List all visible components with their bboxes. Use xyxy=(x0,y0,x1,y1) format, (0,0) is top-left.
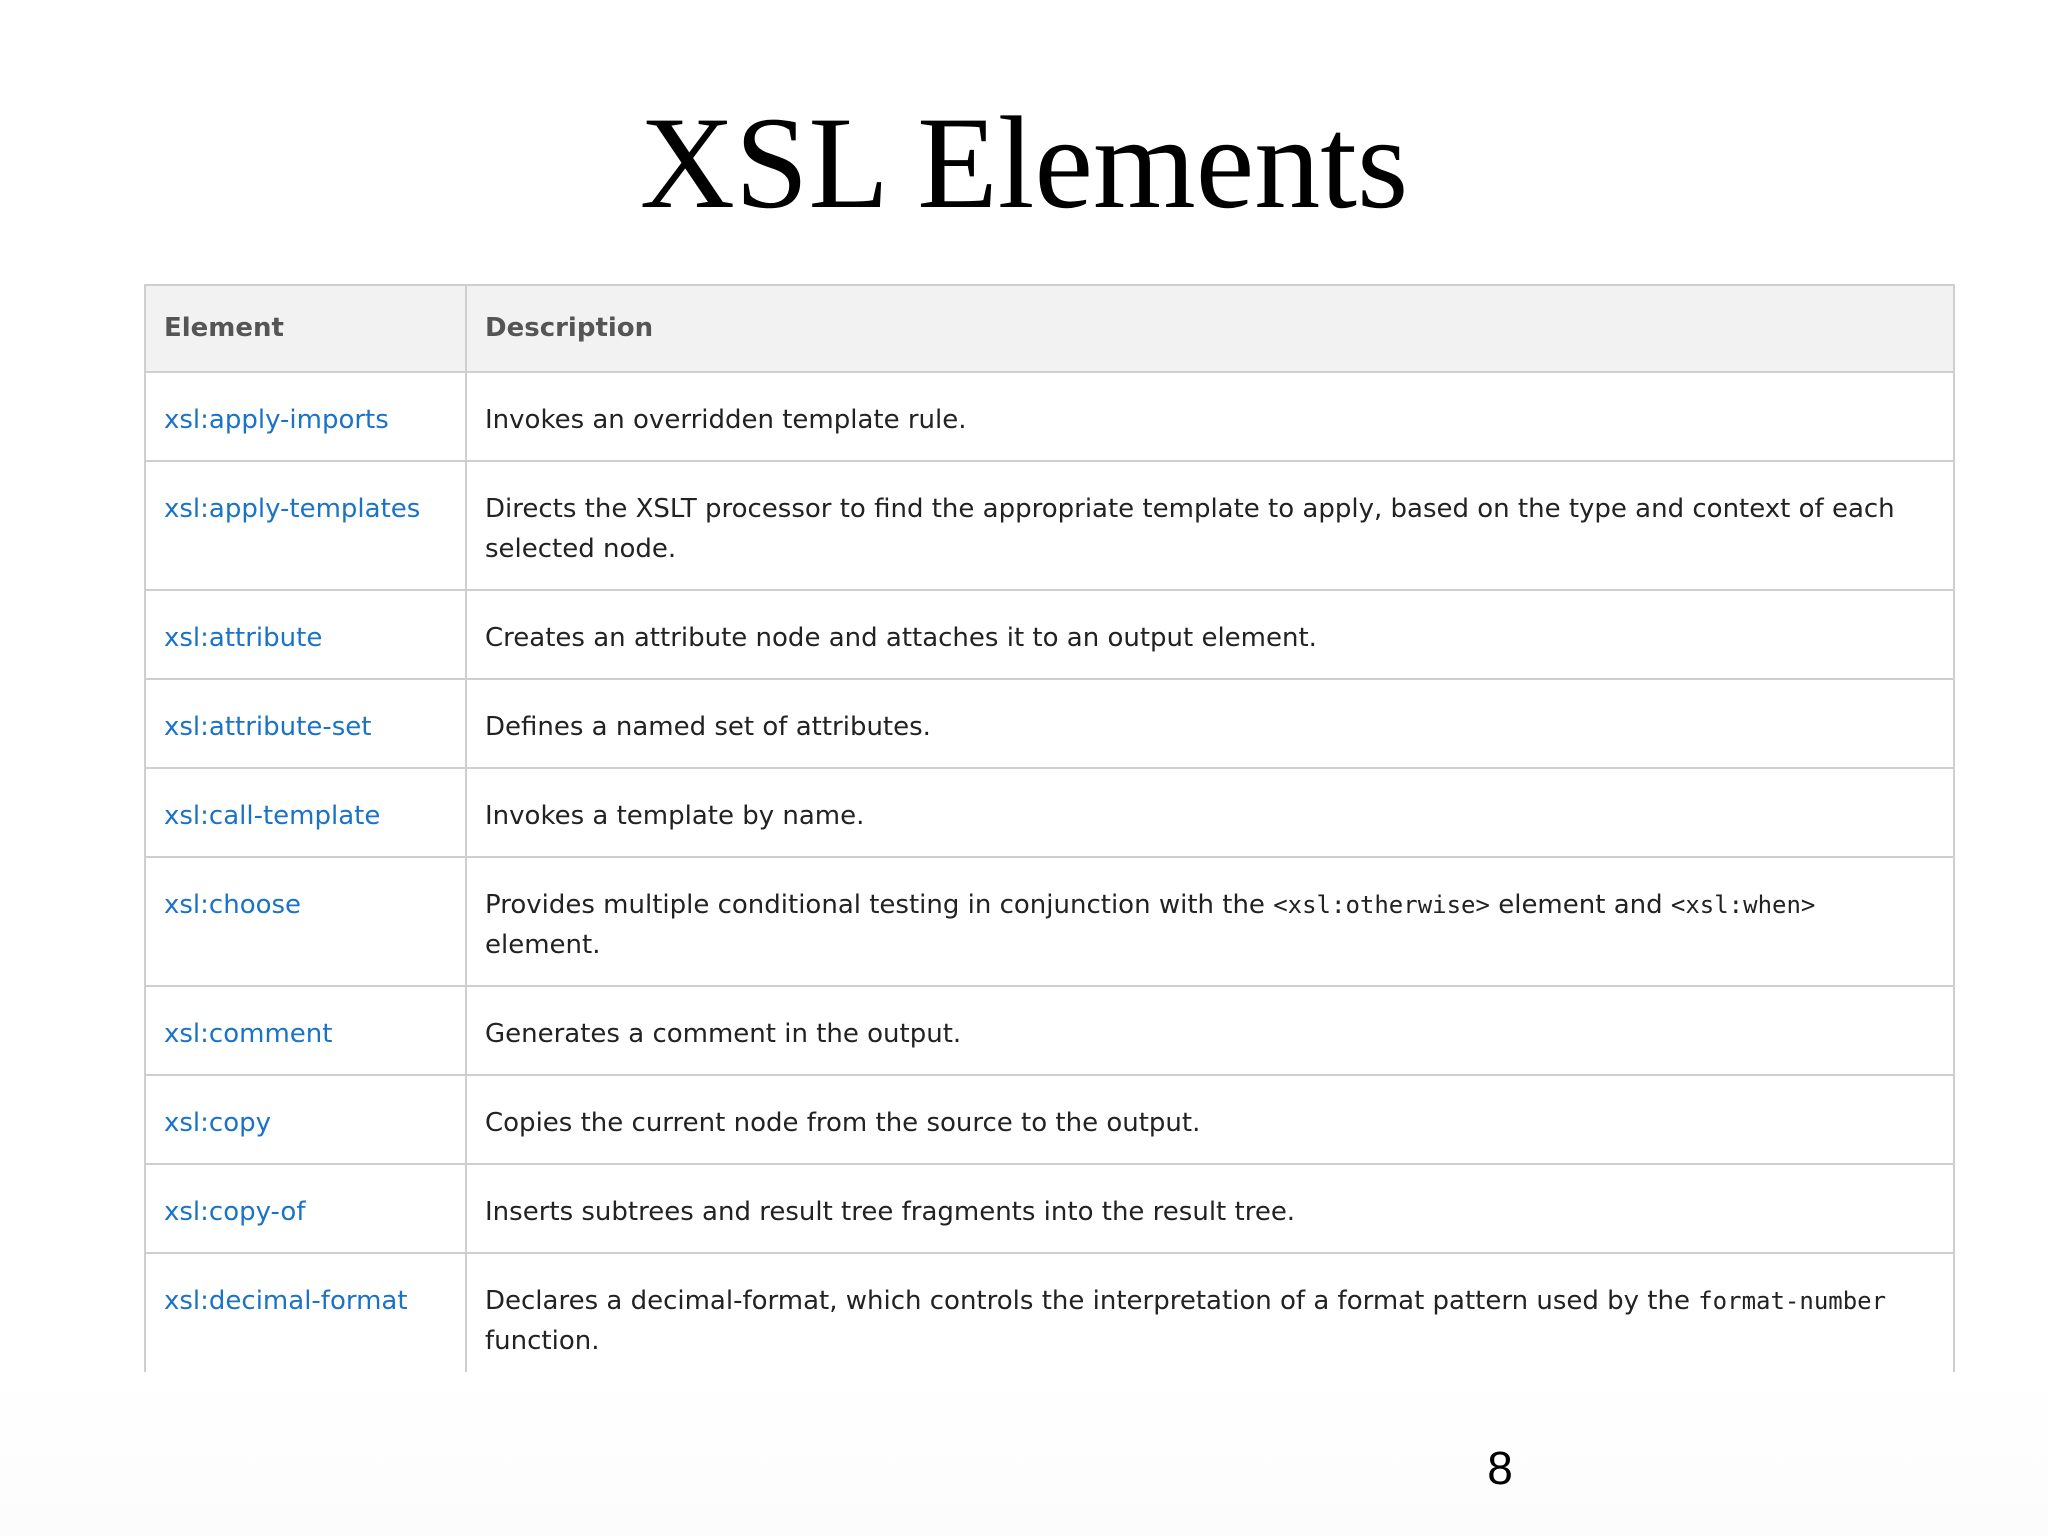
description-cell xyxy=(466,1075,1953,1164)
element-cell xyxy=(146,1075,466,1164)
description-cell xyxy=(466,1164,1953,1253)
description-text: Defines a named set of attributes. xyxy=(485,712,931,742)
table-row xyxy=(146,986,1953,1075)
table-row xyxy=(146,461,1953,590)
element-link[interactable]: xsl:call-template xyxy=(164,801,381,831)
table-row xyxy=(146,768,1953,857)
table-row xyxy=(146,590,1953,679)
code-snippet: <xsl:when> xyxy=(1670,891,1816,919)
description-text: Generates a comment in the output. xyxy=(485,1019,962,1049)
element-cell xyxy=(146,1164,466,1253)
element-cell xyxy=(146,679,466,768)
description-text: function. xyxy=(485,1326,600,1356)
element-link[interactable]: xsl:comment xyxy=(164,1019,333,1049)
description-cell xyxy=(466,679,1953,768)
description-text: Creates an attribute node and attaches it to an output element. xyxy=(485,623,1317,653)
code-snippet: format-number xyxy=(1698,1287,1887,1315)
description-text: Provides multiple conditional testing in conjunction with the xyxy=(485,890,1274,920)
element-link[interactable]: xsl:copy xyxy=(164,1108,272,1138)
table-header-row xyxy=(146,285,1953,372)
element-cell xyxy=(146,768,466,857)
description-cell xyxy=(466,857,1953,986)
element-cell xyxy=(146,1253,466,1372)
description-text: Invokes a template by name. xyxy=(485,801,865,831)
table-row xyxy=(146,1075,1953,1164)
description-cell xyxy=(466,768,1953,857)
description-text: element. xyxy=(485,930,601,960)
element-link[interactable]: xsl:apply-imports xyxy=(164,405,389,435)
element-link[interactable]: xsl:attribute xyxy=(164,623,323,653)
page-number: 8 xyxy=(1487,1442,1513,1494)
table-row xyxy=(146,1253,1953,1372)
element-link[interactable]: xsl:apply-templates xyxy=(164,494,421,524)
table-row xyxy=(146,679,1953,768)
column-header-element: Element xyxy=(146,285,466,372)
element-cell xyxy=(146,590,466,679)
element-link[interactable]: xsl:copy-of xyxy=(164,1197,306,1227)
table-row xyxy=(146,372,1953,461)
description-cell xyxy=(466,590,1953,679)
description-cell xyxy=(466,986,1953,1075)
xsl-elements-table-container xyxy=(144,284,1955,1372)
code-snippet: <xsl:otherwise> xyxy=(1273,891,1490,919)
description-cell xyxy=(466,372,1953,461)
description-text: element and xyxy=(1489,890,1671,920)
description-text: Declares a decimal-format, which controls the interpretation of a format pattern used by the xyxy=(485,1286,1699,1316)
element-link[interactable]: xsl:attribute-set xyxy=(164,712,372,742)
slide-background-shade xyxy=(0,1372,2048,1536)
column-header-description: Description xyxy=(466,285,1953,372)
element-link[interactable]: xsl:choose xyxy=(164,890,302,920)
element-cell xyxy=(146,986,466,1075)
description-text: Copies the current node from the source to the output. xyxy=(485,1108,1201,1138)
description-text: Inserts subtrees and result tree fragments into the result tree. xyxy=(485,1197,1296,1227)
slide-title: XSL Elements xyxy=(639,89,1409,236)
description-text: Directs the XSLT processor to find the appropriate template to apply, based on the type and context of each selected node. xyxy=(485,494,1895,564)
table-body xyxy=(146,372,1953,1372)
description-cell xyxy=(466,1253,1953,1372)
table-row xyxy=(146,1164,1953,1253)
description-text: Invokes an overridden template rule. xyxy=(485,405,967,435)
table-row xyxy=(146,857,1953,986)
element-cell xyxy=(146,461,466,590)
xsl-elements-table xyxy=(146,284,1953,1372)
element-cell xyxy=(146,857,466,986)
description-cell xyxy=(466,461,1953,590)
element-cell xyxy=(146,372,466,461)
element-link[interactable]: xsl:decimal-format xyxy=(164,1286,408,1316)
